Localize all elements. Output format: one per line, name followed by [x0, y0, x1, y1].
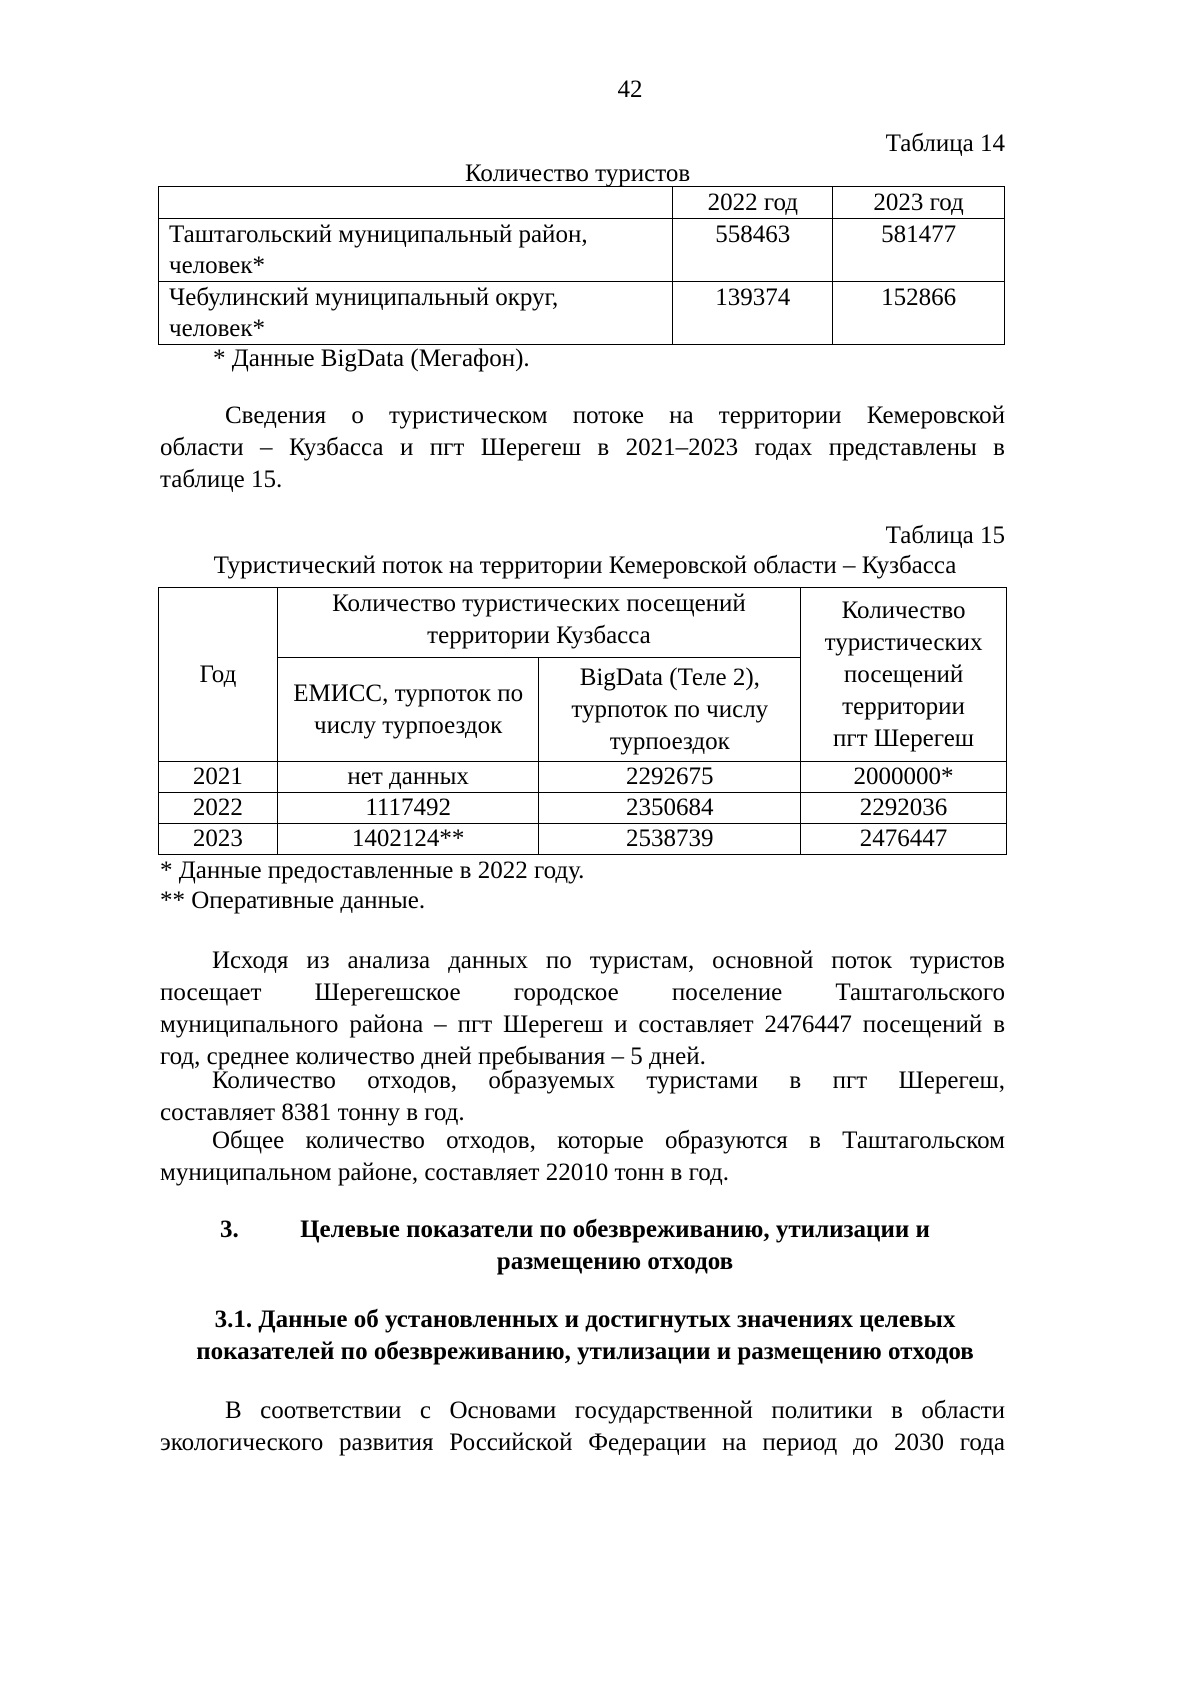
paragraph-2	[160, 945, 1005, 1073]
text-line: области – Кузбасса и пгт Шерегеш в 2021–2023 годах представлены в	[160, 434, 1005, 461]
table-cell: нет данных	[277, 762, 539, 793]
header-line: Количество туристических посещений	[332, 590, 746, 617]
table-header-cell: 2022 год	[673, 187, 833, 219]
text-line: муниципальном районе, составляет 22010 тонн в год.	[160, 1159, 729, 1186]
header-line: Количество	[841, 596, 966, 624]
heading-line: Целевые показатели по обезвреживанию, утилизации и	[300, 1216, 930, 1243]
text-line: Сведения о туристическом потоке на территории Кемеровской	[225, 402, 1005, 429]
paragraph-3	[160, 1065, 1005, 1129]
table-15-label: Таблица 15	[885, 522, 1005, 549]
header-line: посещений	[843, 660, 964, 688]
header-line: турпоездок	[609, 727, 730, 755]
table-cell: 139374	[673, 282, 833, 345]
paragraph-5	[160, 1395, 1005, 1459]
table-cell	[159, 282, 673, 345]
table-cell	[159, 219, 673, 282]
text-line: составляет 8381 тонну в год.	[160, 1099, 465, 1126]
heading-line: показателей по обезвреживанию, утилизации и размещению отходов	[196, 1338, 974, 1365]
text-line: таблице 15.	[160, 466, 283, 493]
table-cell: 581477	[833, 219, 1005, 282]
table-header-cell	[539, 658, 801, 762]
table-row	[159, 282, 1005, 345]
table-cell: 2021	[159, 762, 278, 793]
section-3-title	[270, 1214, 960, 1278]
table-row	[159, 588, 1007, 658]
text-line: муниципального района – пгт Шерегеш и составляет 2476447 посещений в	[160, 1011, 1005, 1038]
table-cell: 2538739	[539, 824, 801, 855]
heading-line: размещению отходов	[496, 1248, 734, 1275]
header-line: территории	[842, 692, 965, 720]
row-name-line: Чебулинский муниципальный округ,	[169, 284, 559, 311]
table-header-cell	[801, 588, 1007, 762]
table-header-cell: Год	[159, 588, 278, 762]
text-line: Общее количество отходов, которые образуются в Таштагольском	[212, 1127, 1005, 1154]
table-cell: 2000000*	[801, 762, 1007, 793]
table-cell: 1117492	[277, 793, 539, 824]
text-line: В соответствии с Основами государственной политики в области	[225, 1397, 1005, 1424]
paragraph-1	[160, 400, 1005, 496]
table-header-cell: 2023 год	[833, 187, 1005, 219]
table-row	[159, 762, 1007, 793]
page-number: 42	[617, 76, 643, 103]
table-cell: 2023	[159, 824, 278, 855]
header-line: турпоток по числу	[571, 695, 769, 723]
header-line: пгт Шерегеш	[833, 724, 975, 752]
paragraph-4	[160, 1125, 1005, 1189]
table-cell: 2292036	[801, 793, 1007, 824]
row-name-line: Таштагольский муниципальный район,	[169, 221, 588, 248]
header-line: туристических	[824, 628, 983, 656]
table-cell: 1402124**	[277, 824, 539, 855]
table-14-title: Количество туристов	[465, 160, 691, 187]
table-15-footnote-2: ** Оперативные данные.	[160, 887, 426, 914]
table-header-cell	[277, 658, 539, 762]
text-line: посещает Шерегешское городское поселение Таштагольского	[160, 979, 1005, 1006]
row-name-line: человек*	[169, 252, 266, 279]
table-row	[159, 219, 1005, 282]
header-line: числу турпоездок	[314, 711, 503, 739]
text-line: год, среднее количество дней пребывания – 5 дней.	[160, 1043, 706, 1070]
text-line: Исходя из анализа данных по туристам, основной поток туристов	[212, 947, 1005, 974]
table-cell: 2022	[159, 793, 278, 824]
table-14	[158, 186, 1005, 345]
table-row	[159, 793, 1007, 824]
table-cell: 152866	[833, 282, 1005, 345]
table-row	[159, 187, 1005, 219]
table-row	[159, 824, 1007, 855]
text-line: экологического развития Российской Федерации на период до 2030 года	[160, 1429, 1005, 1456]
table-cell: 558463	[673, 219, 833, 282]
table-header-cell	[159, 187, 673, 219]
table-cell: 2350684	[539, 793, 801, 824]
table-cell: 2292675	[539, 762, 801, 793]
heading-line: 3.1. Данные об установленных и достигнутых значениях целевых	[214, 1306, 956, 1333]
table-14-label: Таблица 14	[885, 130, 1005, 157]
text-line: Количество отходов, образуемых туристами в пгт Шерегеш,	[212, 1067, 1005, 1094]
table-14-footnote: * Данные BigData (Мегафон).	[213, 345, 530, 372]
table-header-cell	[277, 588, 800, 658]
header-line: BigData (Теле 2),	[579, 663, 760, 691]
table-15	[158, 587, 1007, 855]
table-15-title: Туристический поток на территории Кемеровской области – Кузбасса	[213, 552, 957, 579]
section-3-1-title	[130, 1304, 1040, 1368]
table-cell: 2476447	[801, 824, 1007, 855]
row-name-line: человек*	[169, 315, 266, 342]
table-15-footnote-1: * Данные предоставленные в 2022 году.	[160, 857, 585, 884]
section-3-number: 3.	[220, 1216, 239, 1243]
header-line: территории Кузбасса	[427, 622, 651, 649]
header-line: ЕМИСС, турпоток по	[293, 679, 524, 707]
